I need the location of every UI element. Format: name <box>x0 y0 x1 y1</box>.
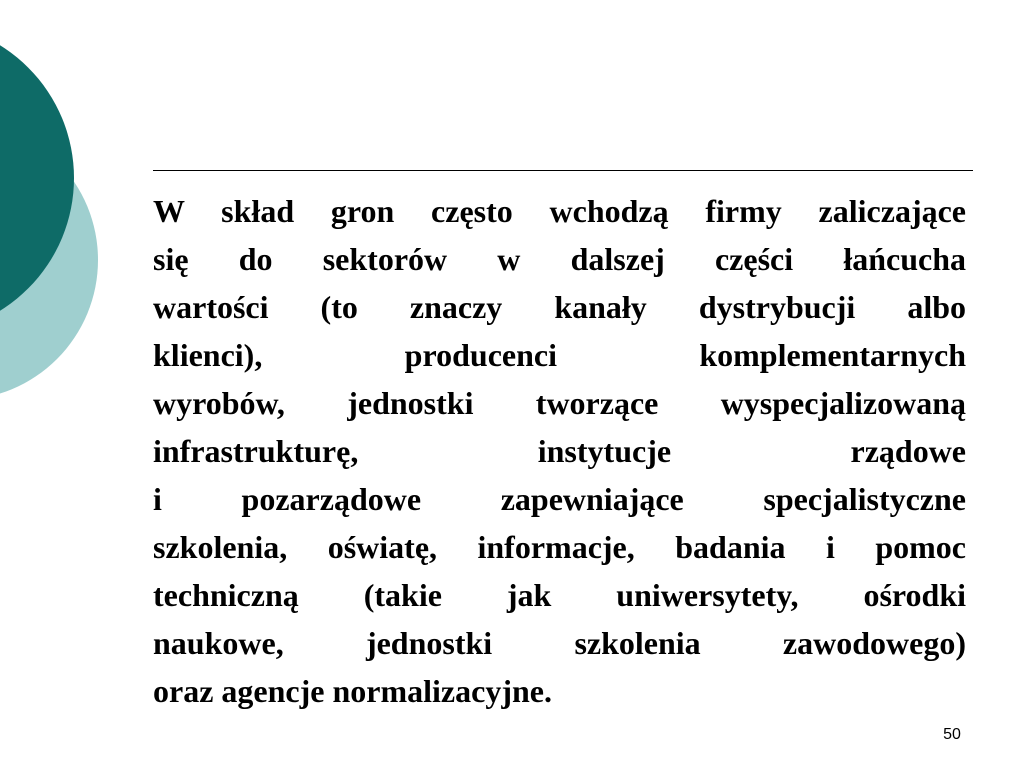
body-line: naukowe, jednostki szkolenia zawodowego) <box>153 625 966 661</box>
body-line: W skład gron często wchodzą firmy zaliczające <box>153 193 966 229</box>
body-line: szkolenia, oświatę, informacje, badania i pomoc <box>153 529 966 565</box>
body-line: techniczną (takie jak uniwersytety, ośrodki <box>153 577 966 613</box>
body-line: i pozarządowe zapewniające specjalistyczne <box>153 481 966 517</box>
title-divider <box>153 170 973 171</box>
body-paragraph <box>153 187 966 715</box>
body-line: wartości (to znaczy kanały dystrybucji albo <box>153 289 966 325</box>
body-line: infrastrukturę, instytucje rządowe <box>153 433 966 469</box>
body-line: oraz agencje normalizacyjne. <box>153 673 552 709</box>
body-line: klienci), producenci komplementarnych <box>153 337 966 373</box>
body-line: wyrobów, jednostki tworzące wyspecjalizowaną <box>153 385 966 421</box>
body-line: się do sektorów w dalszej części łańcucha <box>153 241 966 277</box>
page-number: 50 <box>943 726 961 743</box>
